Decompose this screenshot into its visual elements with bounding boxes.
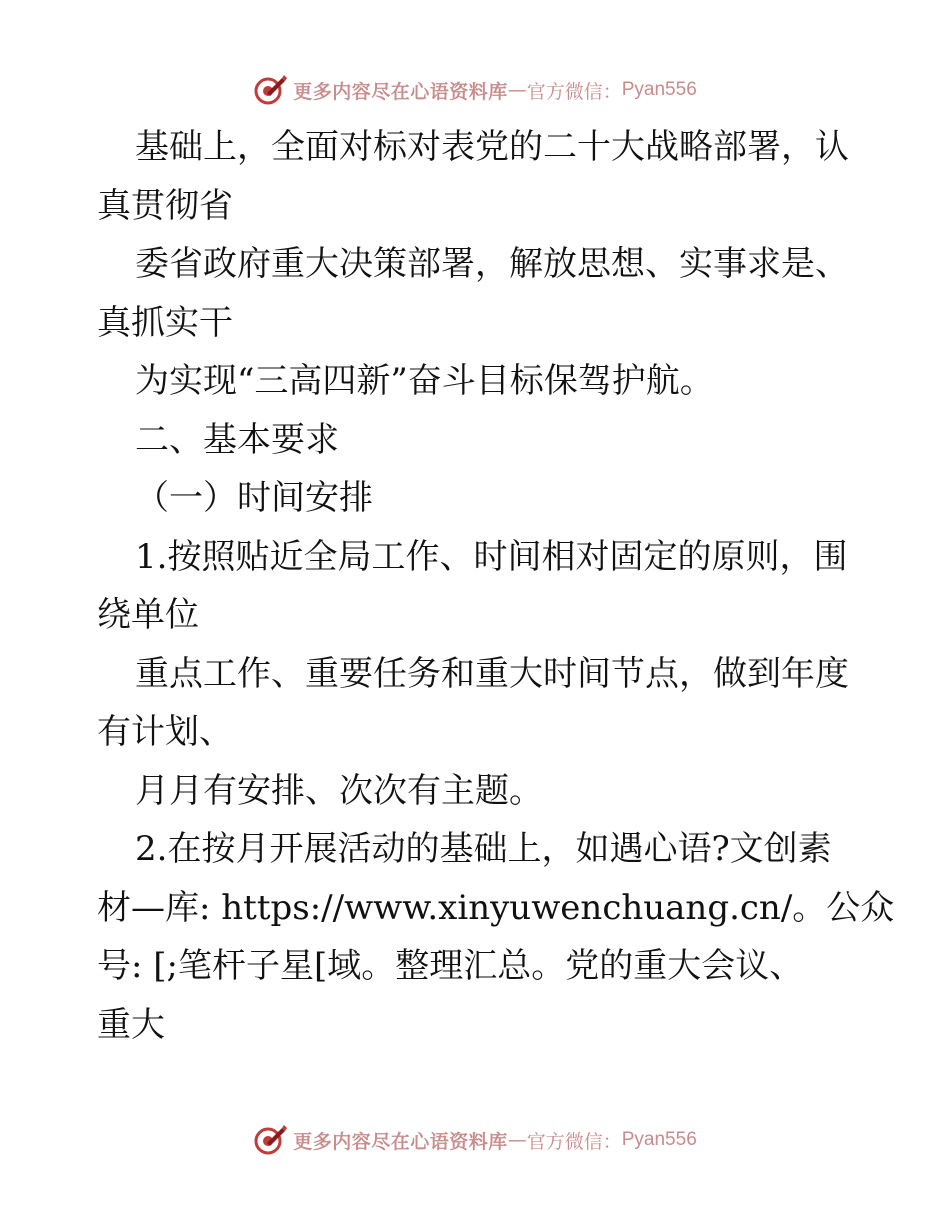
body-line: 号: [;笔杆子星[域。整理汇总。党的重大会议、 [97,946,804,986]
pen-logo-icon [253,1123,287,1157]
banner-official-label: 官方微信： [526,1130,622,1153]
banner-wechat-id: Pyan556 [621,79,697,100]
body-line: 为实现“三高四新”奋斗目标保驾护航。 [135,361,714,401]
banner-wechat-id: Pyan556 [621,1129,697,1150]
body-line: 1.按照贴近全局工作、时间相对固定的原则，围 [135,536,848,577]
banner-official-label: 官方微信： [526,80,622,103]
body-line: 材—库: https://www.xinyuwenchuang.cn/。公众 [97,887,895,928]
body-line: 真贯彻省 [97,185,233,226]
body-line: 委省政府重大决策部署，解放思想、实事求是、 [135,244,849,284]
body-line: 重大 [97,1004,165,1045]
pen-logo-icon [253,73,287,107]
banner-brand-text: 更多内容尽在心语资料库 [293,80,508,103]
body-line: 重点工作、重要任务和重大时间节点，做到年度 [135,653,849,694]
subsection-heading: （一）时间安排 [135,478,373,518]
body-line: 有计划、 [97,712,233,752]
footer-banner [0,1120,950,1160]
banner-separator: — [507,1129,527,1151]
body-line: 基础上，全面对标对表党的二十大战略部署，认 [135,127,849,167]
body-line: 月月有安排、次次有主题。 [135,770,543,811]
body-line: 真抓实干 [97,302,233,343]
banner-brand-text: 更多内容尽在心语资料库 [293,1130,508,1153]
header-banner [0,70,950,110]
body-line: 2.在按月开展活动的基础上，如遇心语?文创素 [135,829,832,869]
document-body [97,118,895,1054]
section-heading: 二、基本要求 [135,419,339,460]
body-line: 绕单位 [97,595,199,635]
banner-separator: — [507,79,527,101]
